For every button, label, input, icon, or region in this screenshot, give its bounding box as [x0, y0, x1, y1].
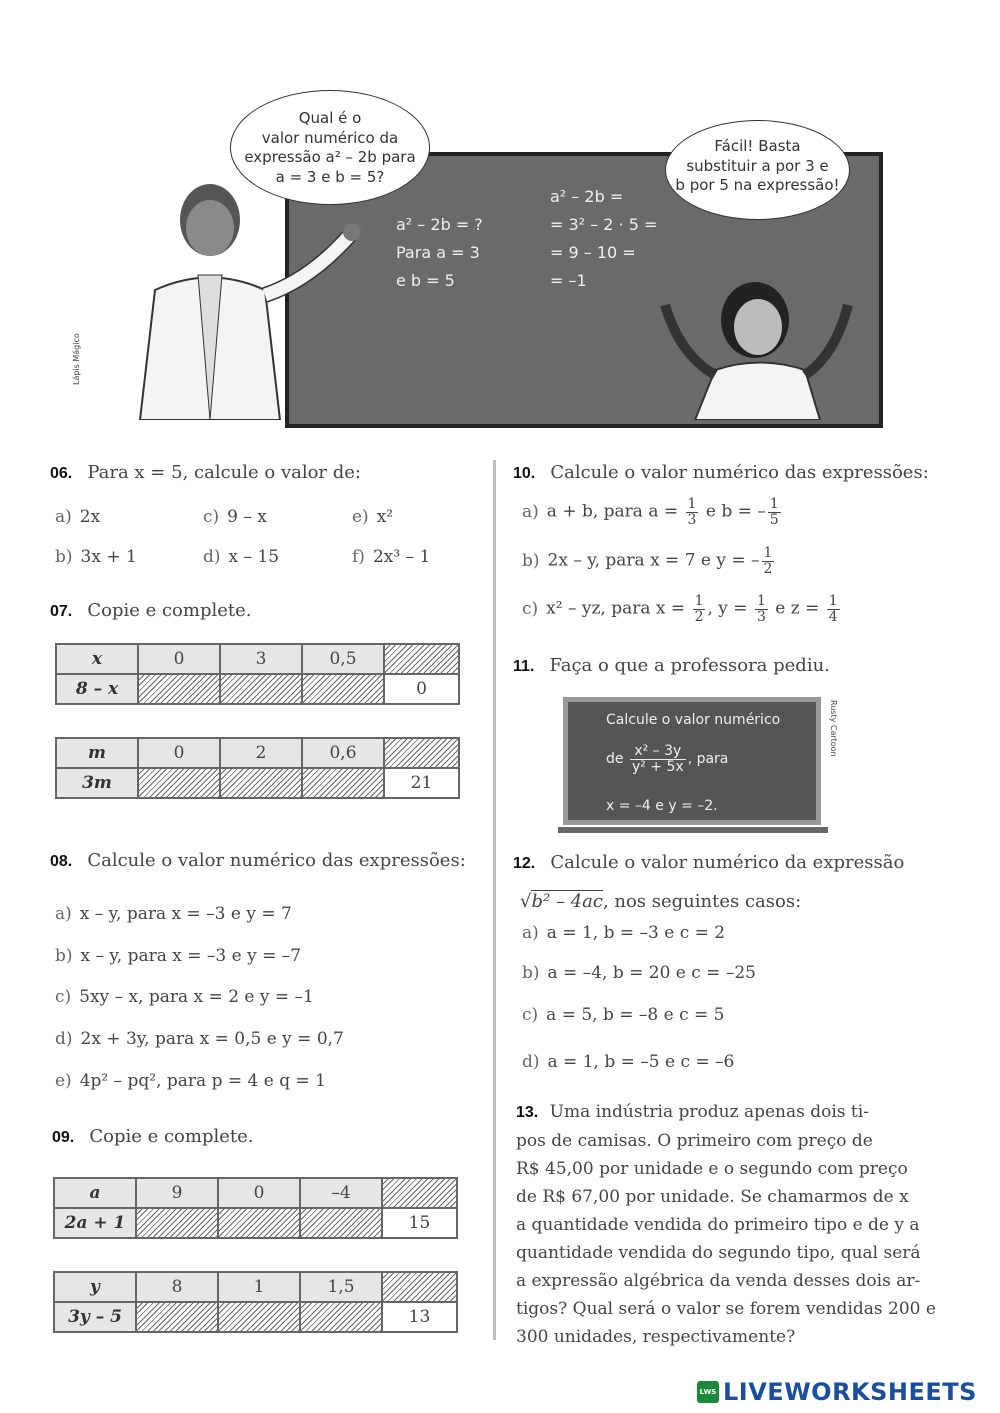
table-header-cell: y [54, 1272, 136, 1302]
question-number: 10. [513, 465, 536, 482]
hatched-cell [384, 644, 459, 674]
question-number: 13. [516, 1104, 539, 1121]
question-number: 08. [50, 853, 73, 870]
table-cell: 0 [138, 644, 220, 674]
item-label: b) [55, 946, 73, 966]
q12-item-a [522, 923, 725, 943]
item-label: b) [522, 963, 540, 983]
q10-item-b [522, 546, 776, 576]
fraction-numerator: 1 [756, 593, 766, 609]
board-fraction [630, 744, 686, 774]
fraction-numerator: x² – 3y [630, 744, 686, 760]
column-divider [493, 460, 496, 1340]
item-text: x² – yz, para x = [546, 598, 686, 619]
item-label: e) [352, 507, 369, 527]
fraction-denominator: 3 [756, 608, 766, 625]
table-cell: 1 [218, 1272, 300, 1302]
fraction [693, 594, 706, 624]
q12-item-c [522, 1005, 724, 1025]
question-text: Faça o que a professora pediu. [549, 655, 830, 676]
hatched-cell [136, 1302, 218, 1332]
q13-line: 300 unidades, respectivamente? [516, 1327, 796, 1347]
hatched-cell [136, 1208, 218, 1238]
question-text-cont: , nos seguintes casos: [602, 891, 802, 912]
question-text: Calcule o valor numérico das expressões: [87, 850, 466, 871]
fraction-numerator: 1 [769, 496, 779, 512]
fraction-denominator: 5 [769, 511, 779, 528]
question-13 [516, 1098, 936, 1351]
q07-table-2 [55, 737, 460, 799]
q13-line [516, 1098, 936, 1127]
item-text: e z = [775, 598, 820, 619]
teacher-bubble-line: a = 3 e b = 5? [275, 167, 385, 186]
teacher-speech-bubble [230, 90, 430, 205]
q13-line: a quantidade vendida do primeiro tipo e de y a [516, 1215, 920, 1235]
hatched-cell [218, 1208, 300, 1238]
table-cell: 13 [382, 1302, 457, 1332]
item-text: a + b, para a = [546, 501, 679, 522]
illustration-credit: Lápis Mágico [72, 333, 81, 385]
table-header-cell: x [56, 644, 138, 674]
fraction [827, 594, 840, 624]
hatched-cell [220, 768, 302, 798]
q11-credit: Rusty Cartoon [829, 700, 838, 757]
table-header-cell: a [54, 1178, 136, 1208]
hatched-cell [382, 1178, 457, 1208]
board-right-line-3: = 9 – 10 = [550, 243, 636, 262]
fraction-numerator: 1 [687, 496, 697, 512]
table-header-cell: 8 – x [56, 674, 138, 704]
teacher-bubble-line: valor numérico da [261, 128, 399, 147]
table-header-cell: m [56, 738, 138, 768]
board-left-line-1: a² – 2b = ? [396, 215, 483, 234]
item-text: a = –4, b = 20 e c = –25 [547, 963, 756, 983]
table-cell: 9 [136, 1178, 218, 1208]
illustration [72, 90, 880, 420]
item-text: , y = [707, 598, 748, 619]
fraction [755, 594, 768, 624]
item-label: a) [55, 507, 72, 527]
fraction-numerator: 1 [763, 545, 773, 561]
hatched-cell [138, 674, 220, 704]
hatched-cell [302, 768, 384, 798]
q06-item-e [352, 507, 393, 527]
table-cell: 0,5 [302, 644, 384, 674]
q06-item-c [203, 507, 267, 527]
student-bubble-line: substituir a por 3 e [686, 156, 829, 175]
table-cell: 1,5 [300, 1272, 382, 1302]
board-left-line-3: e b = 5 [396, 271, 455, 290]
hatched-cell [300, 1208, 382, 1238]
q13-line: quantidade vendida do segundo tipo, qual será [516, 1243, 921, 1263]
q12-sqrt-line [520, 891, 801, 912]
hatched-cell [382, 1272, 457, 1302]
table-cell: 8 [136, 1272, 218, 1302]
sqrt-icon: √ [520, 891, 532, 912]
board-condition: x = –4 e y = –2. [606, 798, 718, 814]
item-text: 2x + 3y, para x = 0,5 e y = 0,7 [80, 1029, 344, 1049]
fraction-denominator: y² + 5x [631, 758, 684, 775]
sqrt-radicand: b² – 4ac [531, 891, 603, 912]
item-expression: x² [376, 507, 394, 527]
item-text: 4p² – pq², para p = 4 e q = 1 [79, 1071, 326, 1091]
fraction-denominator: 4 [828, 608, 838, 625]
item-label: d) [203, 547, 221, 567]
question-text: Para x = 5, calcule o valor de: [87, 462, 361, 483]
liveworksheets-logo-icon: LWS [697, 1381, 719, 1403]
item-label: b) [522, 550, 540, 571]
item-text: 5xy – x, para x = 2 e y = –1 [79, 987, 314, 1007]
q11-chalk-ledge [558, 827, 828, 833]
item-expression: x – 15 [228, 547, 280, 567]
table-cell: 21 [384, 768, 459, 798]
q09-table-1 [53, 1177, 458, 1239]
q13-line-text: Uma indústria produz apenas dois ti- [549, 1102, 869, 1122]
item-text: a = 5, b = –8 e c = 5 [546, 1005, 725, 1025]
item-expression: 9 – x [227, 507, 267, 527]
question-number: 12. [513, 855, 536, 872]
item-label: c) [203, 507, 220, 527]
fraction-numerator: 1 [828, 593, 838, 609]
q06-item-f [352, 547, 430, 567]
item-label: a) [522, 923, 539, 943]
question-text: Calcule o valor numérico das expressões: [550, 462, 929, 483]
q13-line: de R$ 67,00 por unidade. Se chamarmos de x [516, 1187, 909, 1207]
fraction [762, 546, 775, 576]
q13-line: pos de camisas. O primeiro com preço de [516, 1131, 873, 1151]
question-06 [50, 462, 361, 483]
hatched-cell [300, 1302, 382, 1332]
fraction-denominator: 2 [694, 608, 704, 625]
item-text: a = 1, b = –5 e c = –6 [547, 1052, 735, 1072]
q08-item-e [55, 1071, 326, 1091]
q13-line: a expressão algébrica da venda desses dois ar- [516, 1271, 921, 1291]
q09-table-2 [53, 1271, 458, 1333]
item-text: 2x – y, para x = 7 e y = – [547, 550, 760, 571]
brand-name: LIVEWORKSHEETS [723, 1378, 977, 1406]
fraction-denominator: 3 [687, 511, 697, 528]
question-text: Calcule o valor numérico da expressão [550, 852, 905, 873]
item-label: c) [522, 598, 539, 619]
board-right-line-1: a² – 2b = [550, 187, 624, 206]
student-bubble-line: b por 5 na expressão! [675, 176, 840, 194]
item-label: c) [522, 1005, 539, 1025]
question-07 [50, 600, 252, 621]
question-10 [513, 462, 929, 483]
q07-table-1 [55, 643, 460, 705]
board-right-line-2: = 3² – 2 · 5 = [550, 215, 658, 234]
question-09 [52, 1126, 254, 1147]
q06-item-a [55, 507, 100, 527]
table-cell: 0 [384, 674, 459, 704]
question-text: Copie e complete. [87, 600, 252, 621]
item-label: e) [55, 1071, 72, 1091]
hatched-cell [218, 1302, 300, 1332]
item-text: e b = – [705, 501, 766, 522]
q06-item-d [203, 547, 279, 567]
fraction [686, 497, 699, 527]
item-expression: 2x³ – 1 [372, 547, 431, 567]
question-text: Copie e complete. [89, 1126, 254, 1147]
item-text: x – y, para x = –3 e y = 7 [79, 904, 292, 924]
hatched-cell [138, 768, 220, 798]
item-text: x – y, para x = –3 e y = –7 [80, 946, 302, 966]
table-cell: 0 [218, 1178, 300, 1208]
item-label: f) [352, 547, 365, 567]
board-para: , para [687, 751, 729, 768]
item-expression: 3x + 1 [80, 547, 137, 567]
board-expression [606, 744, 728, 774]
board-title: Calcule o valor numérico [606, 712, 781, 728]
student-figure-icon [620, 275, 870, 420]
q08-item-c [55, 987, 314, 1007]
table-header-cell: 3m [56, 768, 138, 798]
table-cell: –4 [300, 1178, 382, 1208]
question-12 [513, 852, 904, 873]
hatched-cell [220, 674, 302, 704]
table-cell: 0,6 [302, 738, 384, 768]
student-speech-bubble [665, 120, 850, 220]
q12-item-d [522, 1052, 734, 1072]
table-cell: 0 [138, 738, 220, 768]
table-cell: 15 [382, 1208, 457, 1238]
item-text: a = 1, b = –3 e c = 2 [546, 923, 726, 943]
item-label: c) [55, 987, 72, 1007]
item-label: a) [55, 904, 72, 924]
item-label: b) [55, 547, 73, 567]
question-number: 11. [513, 658, 535, 675]
question-08 [50, 850, 466, 871]
table-cell: 3 [220, 644, 302, 674]
fraction [768, 497, 781, 527]
footer-brand[interactable] [697, 1378, 977, 1406]
item-expression: 2x [79, 507, 101, 527]
hatched-cell [302, 674, 384, 704]
table-cell: 2 [220, 738, 302, 768]
table-header-cell: 2a + 1 [54, 1208, 136, 1238]
teacher-bubble-line: Qual é o [298, 109, 362, 127]
board-right-line-4: = –1 [550, 271, 587, 290]
q13-line: tigos? Qual será o valor se forem vendidas 200 e [516, 1299, 936, 1319]
question-number: 07. [50, 603, 73, 620]
q10-item-c [522, 594, 842, 624]
student-bubble-line: Fácil! Basta [714, 137, 801, 155]
q12-item-b [522, 963, 756, 983]
q08-item-d [55, 1029, 344, 1049]
item-label: d) [55, 1029, 73, 1049]
item-label: d) [522, 1052, 540, 1072]
q08-item-b [55, 946, 301, 966]
teacher-figure-icon [80, 170, 380, 420]
question-11 [513, 655, 830, 676]
q08-item-a [55, 904, 292, 924]
q10-item-a [522, 497, 783, 527]
board-left-line-2: Para a = 3 [396, 243, 480, 262]
fraction-numerator: 1 [694, 593, 704, 609]
question-number: 06. [50, 465, 73, 482]
board-de: de [606, 751, 624, 768]
teacher-bubble-line: expressão a² – 2b para [244, 148, 416, 166]
hatched-cell [384, 738, 459, 768]
item-label: a) [522, 501, 539, 522]
q06-item-b [55, 547, 137, 567]
table-header-cell: 3y – 5 [54, 1302, 136, 1332]
q11-chalkboard [563, 697, 821, 825]
fraction-denominator: 2 [763, 560, 773, 577]
q13-line: R$ 45,00 por unidade e o segundo com preço [516, 1159, 908, 1179]
question-number: 09. [52, 1129, 75, 1146]
